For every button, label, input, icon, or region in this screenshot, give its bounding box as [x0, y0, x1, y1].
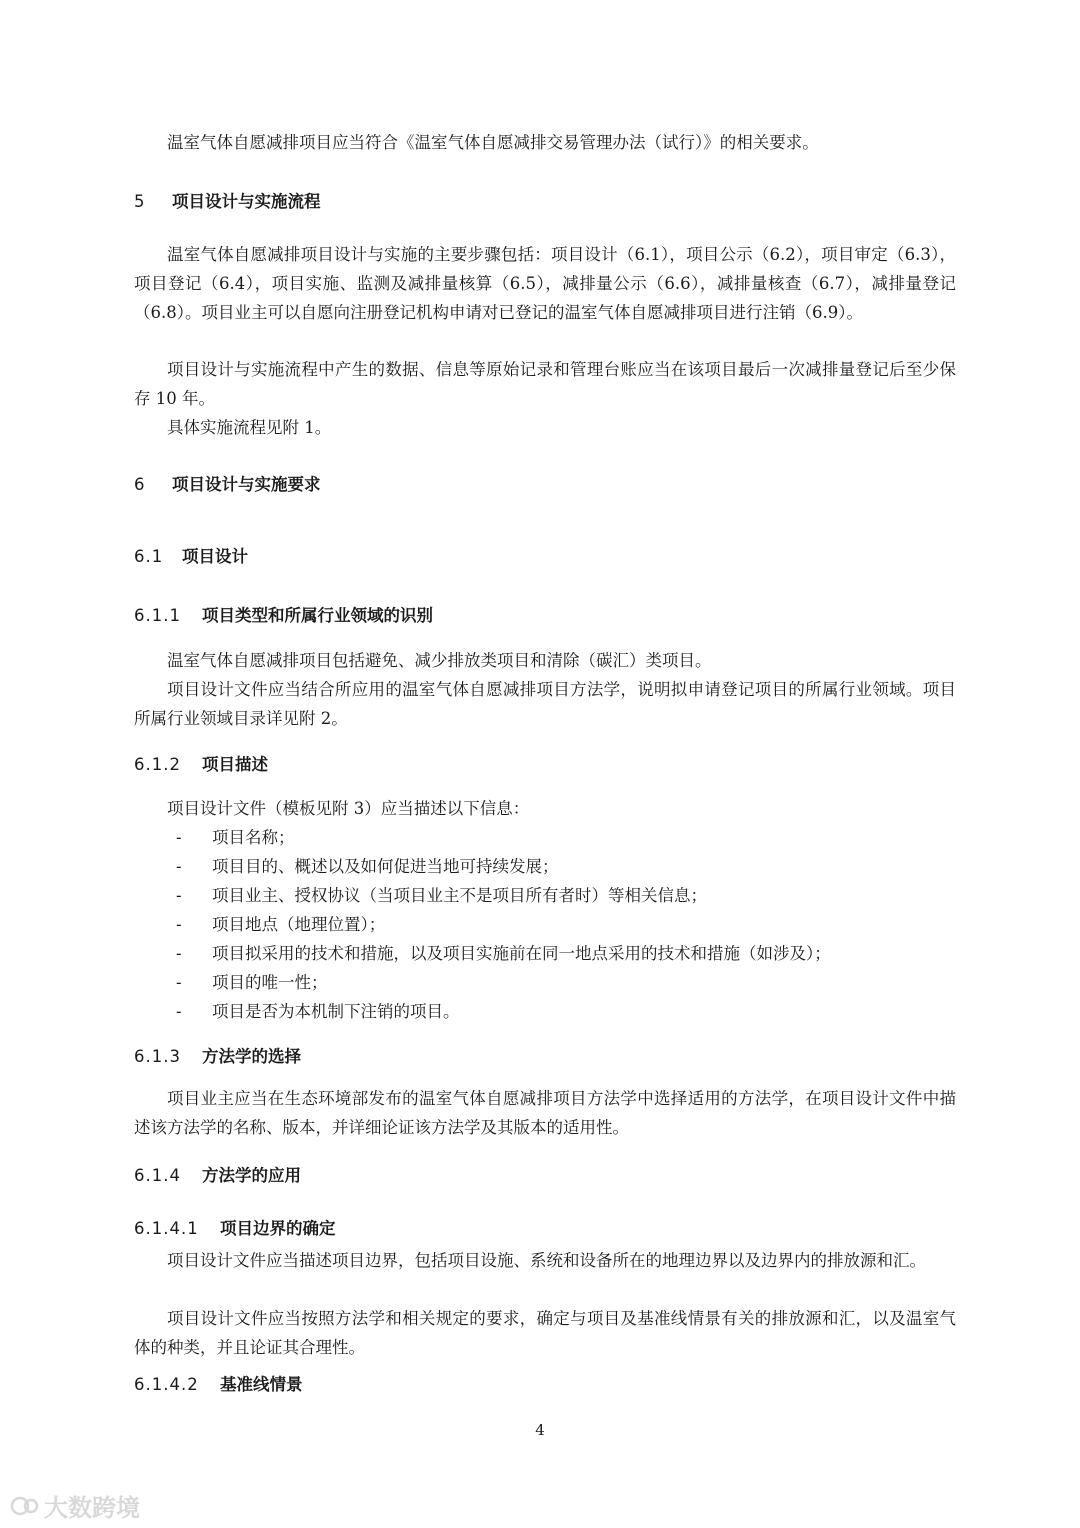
section-number: 6.1.2: [134, 755, 181, 774]
dash-marker: -: [176, 828, 182, 847]
section-6-heading: [134, 471, 321, 495]
section-number: 6.1.4.1: [134, 1219, 199, 1238]
section-5-paragraph-1: 温室气体自愿减排项目设计与实施的主要步骤包括：项目设计（6.1），项目公示（6.2），项目审定（6.3），项目登记（6.4），项目实施、监测及减排量核算（6.5），减排量公示（6.6），减排量核查（6.7），减排量登记（6.8）。项目业主可以自愿向注册登记机构申请对已登记的温室气体自愿减排项目进行注销（6.9）。: [134, 245, 956, 322]
dash-marker: -: [176, 944, 182, 963]
section-6-1-3-paragraph-1: 项目业主应当在生态环境部发布的温室气体自愿减排项目方法学中选择适用的方法学，在项目设计文件中描述该方法学的名称、版本，并详细论证该方法学及其版本的适用性。: [134, 1089, 956, 1137]
dash-marker: -: [176, 1002, 182, 1021]
section-5-heading: [134, 188, 321, 212]
section-6-1-2-heading: [134, 751, 268, 775]
section-title: 项目类型和所属行业领域的识别: [202, 606, 433, 625]
section-6-1-4-1-heading: [134, 1215, 336, 1239]
section-number: 6.1.3: [134, 1047, 181, 1066]
list-item: [176, 968, 831, 997]
section-6-1-1-paragraph-1: 温室气体自愿减排项目包括避免、减少排放类项目和清除（碳汇）类项目。: [167, 651, 712, 670]
section-title: 项目设计与实施流程: [172, 192, 321, 211]
section-6-1-4-2-heading: [134, 1371, 303, 1395]
section-number: 5: [134, 192, 146, 211]
section-6-1-4-heading: [134, 1162, 301, 1186]
list-item-text: 项目业主、授权协议（当项目业主不是项目所有者时）等相关信息；: [212, 886, 707, 905]
section-6-1-4-1-paragraph-1: 项目设计文件应当描述项目边界，包括项目设施、系统和设备所在的地理边界以及边界内的排放源和汇。: [167, 1251, 926, 1270]
list-item: [176, 881, 831, 910]
list-item-text: 项目是否为本机制下注销的项目。: [212, 1002, 460, 1021]
section-6-1-3-heading: [134, 1043, 301, 1067]
section-title: 方法学的应用: [202, 1166, 301, 1185]
section-number: 6.1.4: [134, 1166, 181, 1185]
watermark: [10, 1488, 140, 1523]
list-item-text: 项目目的、概述以及如何促进当地可持续发展；: [212, 857, 559, 876]
list-item-text: 项目拟采用的技术和措施，以及项目实施前在同一地点采用的技术和措施（如涉及）；: [212, 944, 831, 963]
section-6-1-4-1-paragraph-2: 项目设计文件应当按照方法学和相关规定的要求，确定与项目及基准线情景有关的排放源和汇，以及温室气体的种类，并且论证其合理性。: [134, 1309, 956, 1357]
section-number: 6.1: [134, 547, 164, 566]
watermark-text: 大数跨境: [44, 1494, 140, 1522]
page-number: 4: [535, 1421, 545, 1439]
section-5-paragraph-3: 具体实施流程见附 1。: [167, 418, 332, 437]
section-6-1-1-paragraph-2: 项目设计文件应当结合所应用的温室气体自愿减排项目方法学，说明拟申请登记项目的所属行业领域。项目所属行业领域目录详见附 2。: [134, 680, 956, 728]
dash-marker: -: [176, 857, 182, 876]
section-6-1-2-paragraph-1: 项目设计文件（模板见附 3）应当描述以下信息：: [167, 799, 530, 818]
dash-marker: -: [176, 915, 182, 934]
list-item: [176, 823, 831, 852]
section-title: 基准线情景: [220, 1375, 303, 1394]
section-title: 方法学的选择: [202, 1047, 301, 1066]
section-title: 项目设计: [182, 547, 248, 566]
list-item-text: 项目地点（地理位置）；: [212, 915, 386, 934]
section-5-paragraph-2: 项目设计与实施流程中产生的数据、信息等原始记录和管理台账应当在该项目最后一次减排量登记后至少保存 10 年。: [134, 360, 956, 408]
section-title: 项目边界的确定: [220, 1219, 336, 1238]
section-title: 项目描述: [202, 755, 268, 774]
intro-paragraph: 温室气体自愿减排项目应当符合《温室气体自愿减排交易管理办法（试行）》的相关要求。: [167, 133, 819, 152]
list-item-text: 项目的唯一性；: [212, 973, 328, 992]
list-item-text: 项目名称；: [212, 828, 295, 847]
section-6-1-heading: [134, 543, 248, 567]
list-item: [176, 910, 831, 939]
section-number: 6: [134, 475, 146, 494]
watermark-logo-icon: [10, 1495, 40, 1517]
project-description-list: [176, 823, 831, 1026]
section-title: 项目设计与实施要求: [172, 475, 321, 494]
list-item: [176, 852, 831, 881]
dash-marker: -: [176, 886, 182, 905]
section-number: 6.1.4.2: [134, 1375, 199, 1394]
list-item: [176, 997, 831, 1026]
section-6-1-1-heading: [134, 602, 433, 626]
dash-marker: -: [176, 973, 182, 992]
section-number: 6.1.1: [134, 606, 181, 625]
list-item: [176, 939, 831, 968]
